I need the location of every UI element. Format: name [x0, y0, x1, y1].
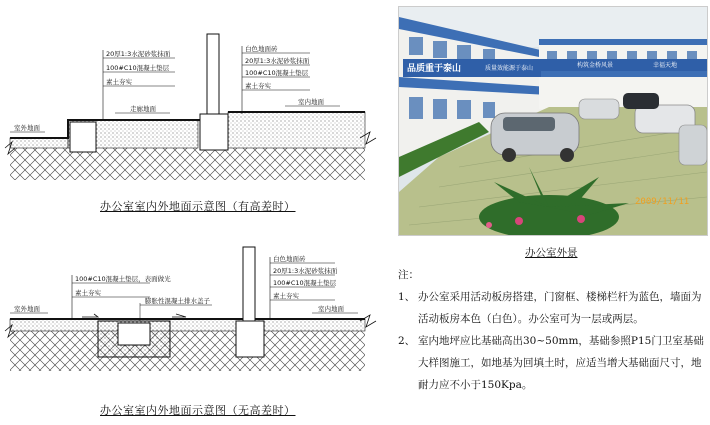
note-item-1-text: 办公室采用活动板房搭建，门窗框、楼梯栏杆为蓝色，墙面为活动板房本色（白色）。办公室可为一层或两层。 — [418, 291, 702, 325]
foundation-right — [200, 114, 228, 150]
floor-section-drawing-flat — [0, 245, 380, 395]
spec2-right-3: 素土夯实 — [273, 292, 299, 300]
spec-left-2: 100#C10混凝土垫层 — [106, 64, 170, 72]
notes-block — [398, 264, 704, 396]
caption-fig1: 办公室室内外地面示意图（有高差时） — [100, 200, 296, 213]
label2-indoor: 室内地面 — [318, 305, 344, 313]
spec-left-3: 素土夯实 — [106, 78, 132, 86]
label-outdoor-floor: 室外地面 — [14, 124, 40, 132]
banner-right-1: 构筑金桥风景 — [577, 62, 614, 69]
spec2-right-title: 白色地面砖 — [273, 255, 306, 263]
earth-fill — [10, 148, 365, 180]
office-exterior-photo — [398, 6, 708, 236]
foundation-left — [70, 122, 96, 152]
label-indoor-floor: 室内地面 — [298, 98, 324, 106]
note-item-2-index: 2、 — [398, 335, 416, 347]
banner-right-2: 幸福天地 — [653, 62, 678, 69]
note-item-2 — [398, 330, 704, 396]
spec2-left-2: 素土夯实 — [75, 289, 101, 297]
photo-datestamp: 2009/11/11 — [635, 197, 690, 207]
banner-left-sub: 质量效能源于泰山 — [485, 65, 534, 72]
spec2-left-1: 100#C10混凝土垫层，表面做光 — [75, 275, 171, 283]
label2-outdoor: 室外地面 — [14, 305, 40, 313]
spec-left-1: 20厚1:3水泥砂浆抹面 — [106, 50, 171, 58]
spec2-center: 膨胀性混凝土排水盖子 — [145, 297, 210, 305]
caption-fig2: 办公室室内外地面示意图（无高差时） — [100, 404, 296, 417]
note-item-2-text: 室内地坪应比基础高出30~50mm，基础参照P15门卫室基础大样图施工，如地基为回填土时，应适当增大基础面尺寸，地耐力应不小于150Kpa。 — [418, 335, 704, 391]
spec-right-3: 素土夯实 — [245, 82, 271, 90]
note-item-1-index: 1、 — [398, 291, 416, 303]
column — [207, 34, 219, 114]
spec-right-title: 白色地面砖 — [245, 45, 278, 53]
spec2-right-2: 100#C10混凝土垫层 — [273, 279, 337, 287]
notes-heading: 注： — [398, 269, 419, 281]
floor-section-drawing-with-step — [0, 20, 380, 190]
photo-title: 办公室外景 — [525, 247, 578, 259]
spec-right-2: 100#C10混凝土垫层 — [245, 69, 309, 77]
spec2-right-1: 20厚1:3水泥砂浆抹面 — [273, 267, 338, 275]
label-corridor-floor: 走廊地面 — [130, 105, 156, 113]
note-item-1 — [398, 286, 704, 330]
spec-right-1: 20厚1:3水泥砂浆抹面 — [245, 57, 310, 65]
banner-left-text: 品质重于泰山 — [407, 64, 462, 74]
